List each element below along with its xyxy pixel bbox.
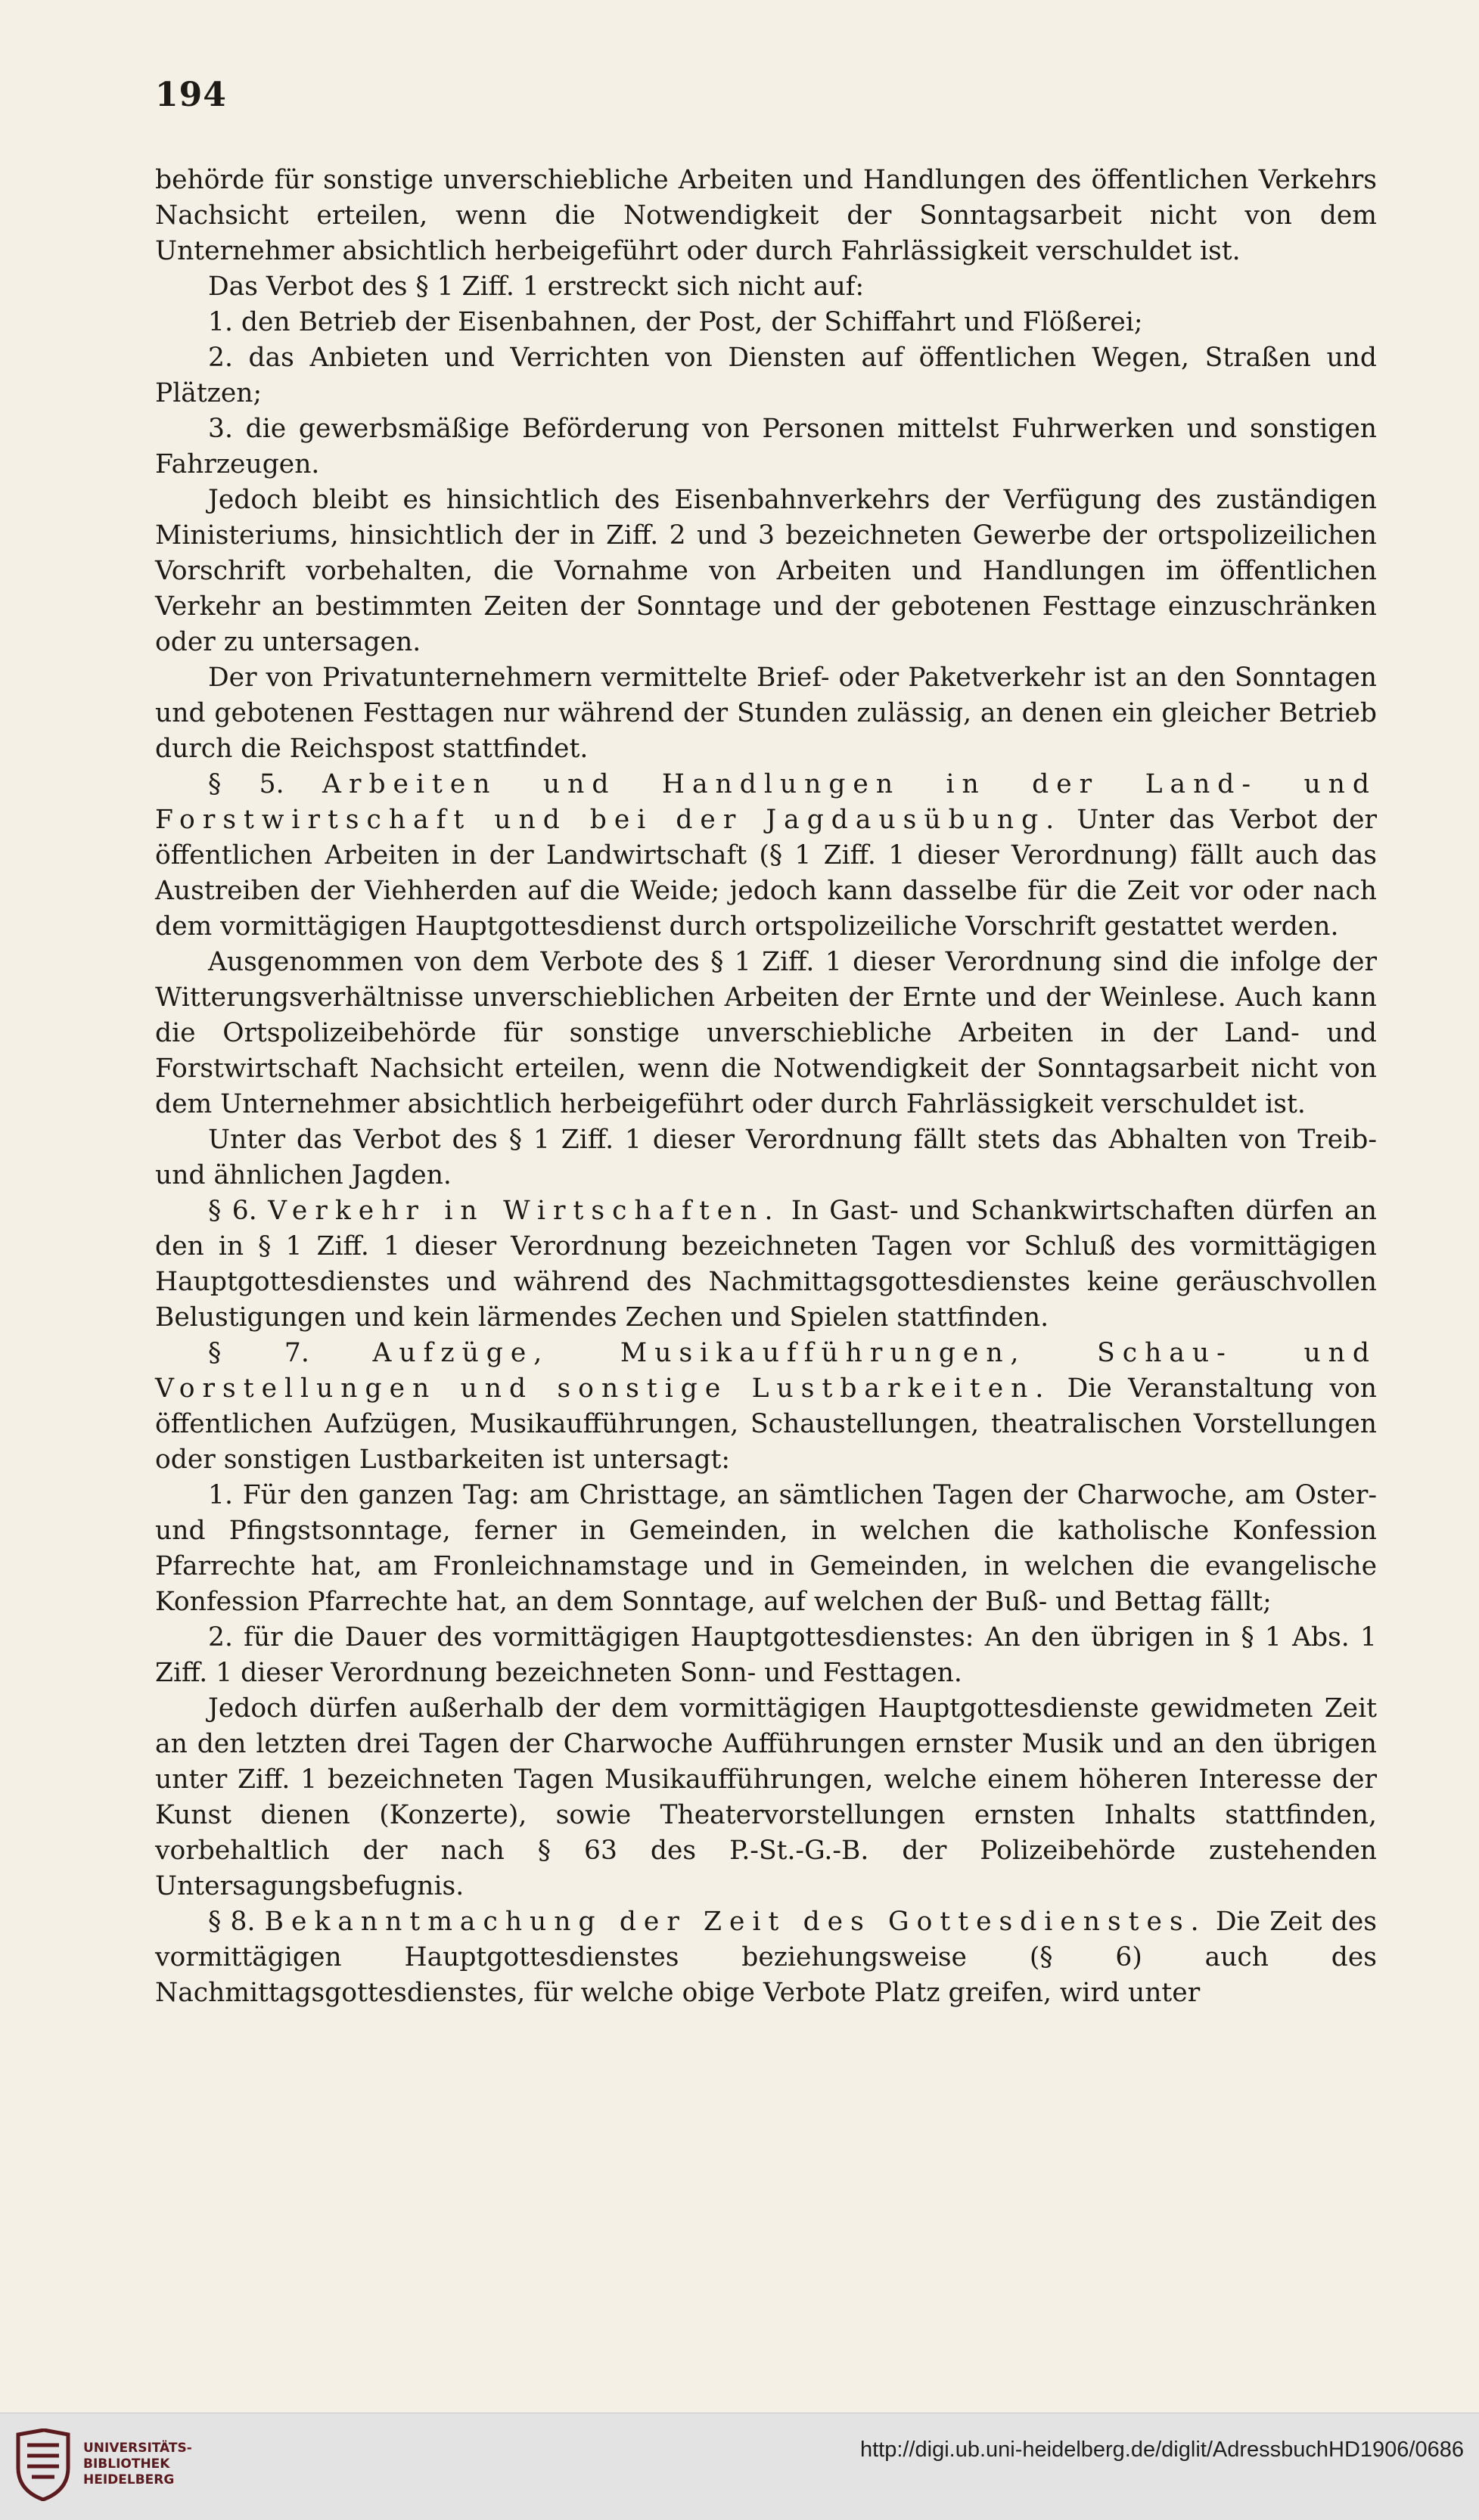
paragraph (155, 483, 1377, 660)
text-run: 1. Für den ganzen Tag: am Christtage, an sämtlichen Tagen der Charwoche, am Oster- und Pfingstsonntage, ferner in Gemeinden, in welchen die katholische Konfession Pfarrechte hat, am Fronleichnamstage und in Gemeinden, in welchen die evangelische Konfession Pfarrechte hat, an dem Sonntage, auf welchen der Buß- und Bettag fällt; (155, 1480, 1377, 1617)
text-run: 2. das Anbieten und Verrichten von Diensten auf öffentlichen Wegen, Straßen und Plätzen; (155, 343, 1377, 408)
paragraph (155, 1193, 1377, 1336)
library-name (83, 2441, 192, 2488)
paragraph (155, 269, 1377, 305)
paragraph (155, 305, 1377, 340)
text-run: § 5. (208, 769, 323, 799)
text-run: § 8. (208, 1907, 265, 1937)
source-url-link[interactable]: http://digi.ub.uni-heidelberg.de/diglit/AdressbuchHD1906/0686 (859, 2438, 1464, 2462)
text-run: 1. den Betrieb der Eisenbahnen, der Post, der Schiffahrt und Flößerei; (208, 307, 1143, 337)
text-run: Die Veranstaltung von öffentlichen Aufzügen, Musikaufführungen, Schaustellungen, theatralischen Vorstellungen oder sonstigen Lustbarkeiten ist untersagt: (155, 1373, 1377, 1475)
text-run: § 6. (208, 1196, 269, 1226)
text-run: Jedoch dürfen außerhalb der dem vormittägigen Hauptgottesdienste gewidmeten Zeit an den letzten drei Tagen der Charwoche Aufführungen ernster Musik und an den übrigen unter Ziff. 1 bezeichneten Tagen Musikaufführungen, welche einem höheren Interesse der Kunst dienen (Konzerte), sowie Theatervorstellungen ernsten Inhalts stattfinden, vorbehaltlich der nach § 63 des P.-St.-G.-B. der Polizeibehörde zustehenden Untersagungsbefugnis. (155, 1693, 1377, 1901)
text-run: 2. für die Dauer des vormittägigen Hauptgottesdienstes: An den übrigen in § 1 Abs. 1 Ziff. 1 dieser Verordnung bezeichneten Sonn- und Festtagen. (155, 1622, 1377, 1688)
paragraph (155, 411, 1377, 483)
section-heading: Aufzüge, Musikaufführungen, Schau- und Vorstellungen und sonstige Lustbarkeiten. (155, 1338, 1377, 1404)
text-run: Unter das Verbot des § 1 Ziff. 1 dieser Verordnung fällt stets das Abhalten von Treib- und ähnlichen Jagden. (155, 1125, 1377, 1190)
section-heading: Bekanntmachung der Zeit des Gottesdienstes. (264, 1907, 1207, 1937)
library-name-line: BIBLIOTHEK (83, 2456, 170, 2472)
text-run: In Gast- und Schankwirtschaften dürfen an den in § 1 Ziff. 1 dieser Verordnung bezeichneten Tagen vor Schluß des vormittägigen Hauptgottesdienstes und während des Nachmittagsgottesdienstes keine geräuschvollen Belustigungen und kein lärmendes Zechen und Spielen stattfinden. (155, 1196, 1378, 1333)
text-run: § 7. (208, 1338, 373, 1368)
paragraph (155, 1904, 1377, 2011)
paragraph (155, 340, 1377, 411)
text-run: Die Zeit des vormittägigen Hauptgottesdienstes beziehungsweise (§ 6) auch des Nachmittagsgottesdienstes, für welche obige Verbote Platz greifen, wird unter (155, 1907, 1377, 2008)
paragraph (155, 945, 1377, 1122)
text-run: Ausgenommen von dem Verbote des § 1 Ziff. 1 dieser Verordnung sind die infolge der Witterungsverhältnisse unverschieblichen Arbeiten der Ernte und der Weinlese. Auch kann die Ortspolizeibehörde für sonstige unverschiebliche Arbeiten in der Land- und Forstwirtschaft Nachsicht erteilen, wenn die Notwendigkeit der Sonntagsarbeit nicht von dem Unternehmer absichtlich herbeigeführt oder durch Fahrlässigkeit verschuldet ist. (155, 947, 1377, 1119)
section-heading: Verkehr in Wirtschaften. (268, 1196, 781, 1226)
viewer-footer (0, 2413, 1479, 2520)
text-run: 3. die gewerbsmäßige Beförderung von Personen mittelst Fuhrwerken und sonstigen Fahrzeugen. (155, 414, 1377, 479)
text-run: behörde für sonstige unverschiebliche Arbeiten und Handlungen des öffentlichen Verkehrs Nachsicht erteilen, wenn die Notwendigkeit der Sonntagsarbeit nicht von dem Unternehmer absichtlich herbeigeführt oder durch Fahrlässigkeit verschuldet ist. (155, 165, 1377, 266)
text-run: Das Verbot des § 1 Ziff. 1 erstreckt sich nicht auf: (208, 272, 865, 302)
paragraph (155, 1478, 1377, 1620)
library-name-line: HEIDELBERG (83, 2472, 175, 2487)
paragraph (155, 1691, 1377, 1904)
library-logo[interactable] (14, 2427, 218, 2503)
library-name-line: UNIVERSITÄTS- (83, 2441, 192, 2456)
paragraph (155, 163, 1377, 269)
paragraph (155, 1336, 1377, 1478)
paragraph (155, 1620, 1377, 1691)
page-number: 194 (155, 76, 227, 114)
section-heading: Arbeiten und Handlungen in der Land- und Forstwirtschaft und bei der Jagdausübung. (155, 769, 1377, 835)
paragraph (155, 1122, 1377, 1193)
paragraph (155, 767, 1377, 945)
text-run: Der von Privatunternehmern vermittelte Brief- oder Paketverkehr ist an den Sonntagen und gebotenen Festtagen nur während der Stunden zulässig, an denen ein gleicher Betrieb durch die Reichspost stattfindet. (155, 663, 1377, 764)
body-text (155, 163, 1377, 2011)
paragraph (155, 660, 1377, 767)
library-seal-icon (14, 2428, 73, 2501)
text-run: Unter das Verbot der öffentlichen Arbeiten in der Landwirtschaft (§ 1 Ziff. 1 dieser Verordnung) fällt auch das Austreiben der Viehherden auf die Weide; jedoch kann dasselbe für die Zeit vor oder nach dem vormittägigen Hauptgottesdienst durch ortspolizeiliche Vorschrift gestattet werden. (155, 805, 1377, 942)
text-run: Jedoch bleibt es hinsichtlich des Eisenbahnverkehrs der Verfügung des zuständigen Ministeriums, hinsichtlich der in Ziff. 2 und 3 bezeichneten Gewerbe der ortspolizeilichen Vorschrift vorbehalten, die Vornahme von Arbeiten und Handlungen im öffentlichen Verkehr an bestimmten Zeiten der Sonntage und der gebotenen Festtage einzuschränken oder zu untersagen. (155, 485, 1377, 657)
